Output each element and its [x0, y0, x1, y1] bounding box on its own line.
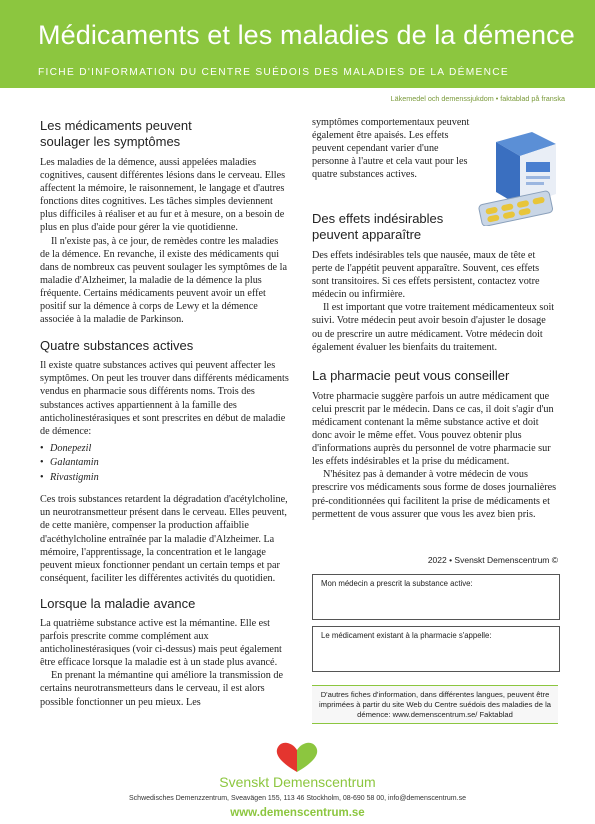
paragraph: Il existe quatre substances actives qui peuvent affecter les symptômes. On peut les trouver dans différents médicaments vendus en pharmacie sous différents noms. Trois des substances actives appartiennent à la famille des anticholinestérasiques et sont prescrites en début de maladie de démence:	[40, 360, 289, 437]
section-heading-pharmacy: La pharmacie peut vous conseiller	[312, 367, 510, 383]
copyright: 2022 • Svenskt Demenscentrum ©	[427, 555, 558, 565]
pharmacy-medicine-box[interactable]	[312, 626, 560, 672]
box-label: Mon médecin a prescrit la substance active:	[321, 579, 473, 588]
section-heading-advanced: Lorsque la maladie avance	[40, 595, 196, 611]
paragraph: Votre pharmacie suggère parfois un autre médicament que celui prescrit par le médecin. Dans ce cas, il doit s'agir d'un médicament contenant la même substance active et doit donc avoir le même effet. Vous pouvez obtenir plus d'informations auprès du personnel de votre pharmacie sur les effets indésirables et la prise du médicament.	[312, 390, 554, 468]
paragraph: Il n'existe pas, à ce jour, de remèdes contre les maladies de la démence. En revanche, il existe des médicaments qui dans de nombreux cas peuvent soulager les symptômes de la maladie d'Alzheimer, la maladie de la démence la plus fréquente. Certains médicaments peuvent avoir un effet positif sur la démence à corps de Lewy et la démence associée à la maladie de Parkinson.	[40, 235, 287, 326]
page-title: Médicaments et les maladies de la démence	[38, 20, 575, 50]
right-column-top	[312, 116, 472, 181]
website-link[interactable]: www.demenscentrum.se	[230, 807, 365, 819]
list-item: • Rivastigmin	[50, 471, 290, 486]
paragraph: symptômes comportementaux peuvent également être apaisés. Les effets peuvent cependant varier d'une personne à l'autre et cela vaut pour les quatre substances actives.	[312, 117, 470, 181]
other-sheets-note: D'autres fiches d'information, dans différentes langues, peuvent être imprimées à partir du site Web du Centre suédois des maladies de la démence: www.demenscentrum.se/ Faktablad	[312, 685, 558, 724]
header-banner	[0, 0, 595, 88]
paragraph: Les maladies de la démence, aussi appelées maladies cognitives, causent différentes lésions dans le cerveau. Elles affectent la mémoire, le raisonnement, le langage et d'autres fonctions dites cognitives. Les tâches simples deviennent plus difficiles à réaliser et au fur et à mesure, on a besoin de plus en plus d'aide pour gérer la vie quotidienne.	[40, 157, 286, 234]
paragraph: Il est important que votre traitement médicamenteux soit suivi. Votre médecin peut avoir besoin d'ajuster le dosage ou de prescrire un autre médicament. Votre médecin doit également évaluer les bienfaits du traitement.	[312, 302, 555, 353]
box-label: Le médicament existant à la pharmacie s'appelle:	[321, 631, 492, 640]
left-column	[40, 118, 290, 709]
section-heading-side-effects: Des effets indésirables peuvent apparaître	[312, 211, 444, 242]
substance-list	[40, 442, 290, 486]
section-heading-medications: Les médicaments peuvent soulager les symptômes	[40, 118, 192, 149]
paragraph: Ces trois substances retardent la dégradation d'acétylcholine, un neurotransmetteur présent dans le cerveau. Elles peuvent, de cette manière, compenser la production affaiblie d'acéthylcholine entraînée par la maladie d'Alzheimer. La mémoire, l'apprentissage, la concentration et le langage peuvent mieux fonctionner pendant un certain temps et par conséquent, faciliter les différentes activités du quotidien.	[40, 494, 288, 584]
heart-logo-icon	[270, 740, 324, 774]
breadcrumb: Läkemedel och demenssjukdom • faktablad på franska	[390, 94, 565, 103]
paragraph: La quatrième substance active est la mémantine. Elle est parfois prescrite comme complément aux anticholinestérasiques (voir ci-dessus) mais peut également être efficace lorsque la maladie est à un stade plus avancé.	[40, 617, 282, 669]
paragraph: Des effets indésirables tels que nausée, maux de tête et perte de l'appétit peuvent apparaître. Souvent, ces effets sont transitoires. Si ces effets persistent, contactez votre médecin ou infirmière.	[312, 250, 540, 301]
brand-name: Svenskt Demenscentrum	[219, 774, 376, 790]
right-column	[312, 211, 558, 521]
paragraph: N'hésitez pas à demander à votre médecin de vous prescrire vos médicaments sous forme de doses journalières pré-conditionnées qui facilitent la prise de médicaments et permettent de vous assurer que vous les avez bien pris.	[312, 469, 557, 520]
prescribed-substance-box[interactable]	[312, 574, 560, 620]
address: Schwedisches Demenzzentrum, Sveavägen 155, 113 46 Stockholm, 08-690 58 00, info@demenscentrum.se	[129, 795, 466, 802]
list-item: • Donepezil	[50, 442, 290, 457]
list-item: • Galantamin	[50, 456, 290, 471]
paragraph: En prenant la mémantine qui améliore la transmission de certains neurotransmetteurs dans le cerveau, il est alors possible fonctionner un peu mieux. Les	[40, 670, 283, 708]
section-heading-substances: Quatre substances actives	[40, 338, 194, 354]
page-subtitle: FICHE D'INFORMATION DU CENTRE SUÉDOIS DES MALADIES DE LA DÉMENCE	[38, 67, 509, 78]
